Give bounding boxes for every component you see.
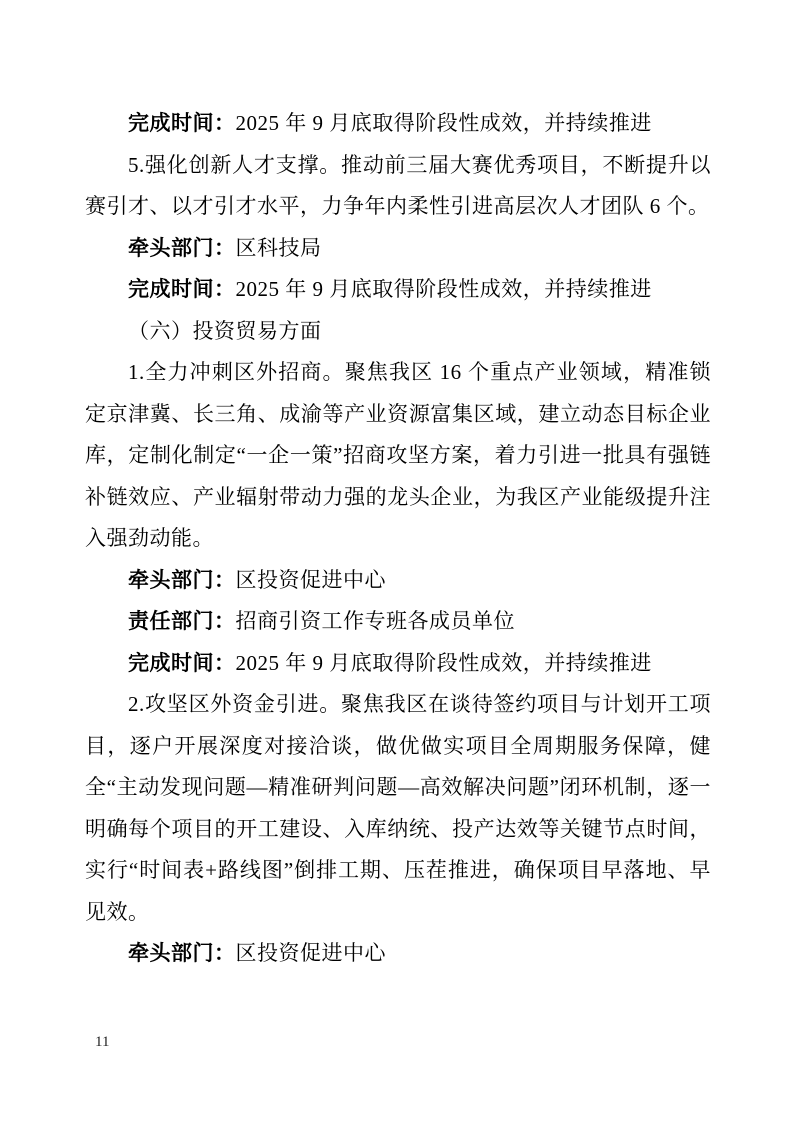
paragraph-text: （六）投资贸易方面 xyxy=(128,318,322,343)
paragraph-text: 2025 年 9 月底取得阶段性成效，并持续推进 xyxy=(235,277,652,301)
paragraph-lead-department xyxy=(85,228,711,270)
paragraph-label: 责任部门： xyxy=(128,610,236,633)
paragraph-text: 招商引资工作专班各成员单位 xyxy=(235,609,515,633)
paragraph-text: 5.强化创新人才支撑。推动前三届大赛优秀项目，不断提升以赛引才、以才引才水平，力争年内柔性引进高层次人才团队 6 个。 xyxy=(85,152,711,218)
paragraph-lead-department xyxy=(85,933,711,975)
paragraph-text: 2025 年 9 月底取得阶段性成效，并持续推进 xyxy=(235,111,652,135)
paragraph-lead-department xyxy=(85,560,711,602)
paragraph-label: 牵头部门： xyxy=(128,236,236,260)
paragraph-completion-time xyxy=(85,269,711,311)
paragraph-completion-time xyxy=(85,103,711,145)
paragraph-task-2 xyxy=(85,684,711,933)
page-content xyxy=(85,103,711,975)
page-number: 11 xyxy=(95,1034,110,1050)
paragraph-label: 牵头部门： xyxy=(128,942,236,965)
paragraph-text: 2025 年 9 月底取得阶段性成效，并持续推进 xyxy=(235,650,652,675)
paragraph-completion-time xyxy=(85,643,711,685)
paragraph-text: 2.攻坚区外资金引进。聚焦我区在谈待签约项目与计划开工项目，逐户开展深度对接洽谈，做优做实项目全周期服务保障，健全“主动发现问题—精准研判问题—高效解决问题”闭环机制，逐一明确每个项目的开工建设、入库纳统、投产达效等关键节点时间，实行“时间表+路线图”倒排工期、压茬推进，确保项目早落地、早见效。 xyxy=(85,692,711,924)
paragraph-text: 区科技局 xyxy=(235,235,322,260)
paragraph-label: 完成时间： xyxy=(128,112,236,135)
paragraph-task-5 xyxy=(85,145,711,228)
paragraph-label: 牵头部门： xyxy=(128,568,236,592)
paragraph-responsible-department xyxy=(85,601,711,643)
paragraph-text: 区投资促进中心 xyxy=(235,941,386,965)
paragraph-text: 1.全力冲刺区外招商。聚焦我区 16 个重点产业领域，精准锁定京津冀、长三角、成渝等产业资源富集区域，建立动态目标企业库，定制化制定“一企一策”招商攻坚方案，着力引进一批具有强链补链效应、产业辐射带动力强的龙头企业，为我区产业能级提升注入强劲动能。 xyxy=(85,360,711,550)
paragraph-label: 完成时间： xyxy=(128,278,236,301)
section-heading-six xyxy=(85,311,711,353)
paragraph-label: 完成时间： xyxy=(128,651,236,675)
paragraph-task-1 xyxy=(85,352,711,560)
paragraph-text: 区投资促进中心 xyxy=(235,567,386,592)
